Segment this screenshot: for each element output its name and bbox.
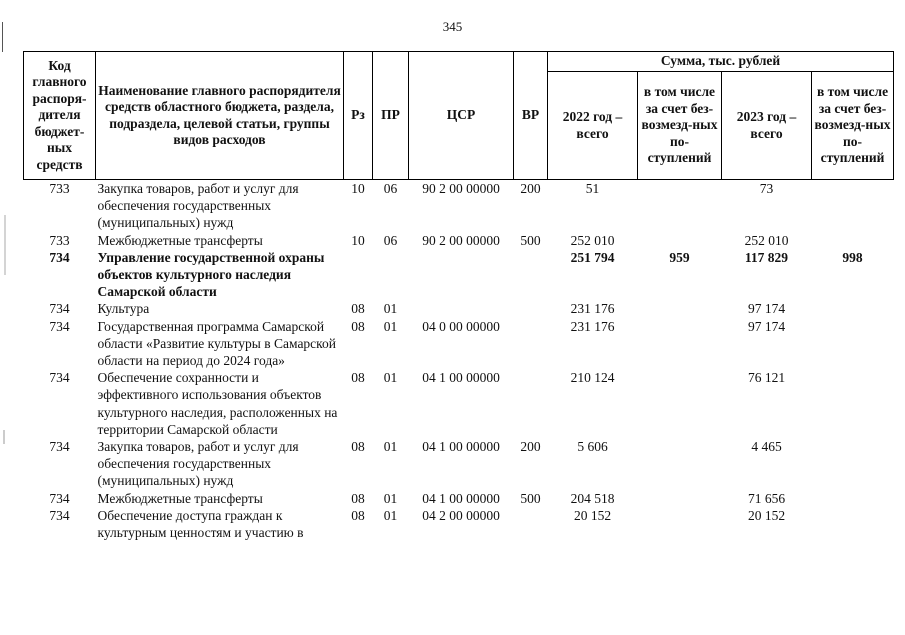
- cell-2022-total: 20 152: [573, 507, 612, 523]
- cell-2022-total: 231 176: [570, 301, 615, 317]
- cell-2022-total: 231 176: [570, 318, 615, 334]
- cell-2022-free: [638, 507, 722, 541]
- cell-2023-free: [812, 438, 894, 490]
- cell-2022-total: 5 606: [577, 439, 608, 455]
- table-row: [24, 490, 894, 507]
- cell-2023-free: [812, 369, 894, 438]
- page-edge-mark: [2, 22, 3, 52]
- cell-code: 734: [49, 507, 70, 523]
- cell-csr: 90 2 00 00000: [422, 181, 500, 196]
- cell-2022-free: [638, 438, 722, 490]
- header-vr: ВР: [514, 52, 548, 180]
- table-header: [24, 52, 894, 180]
- cell-2023-free: [812, 232, 894, 249]
- cell-csr: 04 0 00 00000: [422, 318, 500, 334]
- cell-vr: 200: [520, 181, 541, 196]
- table-row: [24, 180, 894, 232]
- cell-2022-total: 210 124: [570, 370, 615, 386]
- cell-2022-free: [638, 300, 722, 317]
- header-sum: Сумма, тыс. рублей: [548, 52, 894, 72]
- cell-vr: [514, 369, 548, 438]
- cell-code: 734: [49, 490, 70, 506]
- cell-2023-total: 71 656: [747, 490, 786, 506]
- cell-2023-total: 20 152: [747, 507, 786, 523]
- table-row: [24, 249, 894, 301]
- cell-pr: 01: [383, 301, 398, 317]
- cell-2023-free: 998: [842, 249, 863, 265]
- cell-csr: 90 2 00 00000: [422, 232, 500, 248]
- header-csr: ЦСР: [409, 52, 514, 180]
- cell-vr: [514, 507, 548, 541]
- cell-csr: 04 1 00 00000: [422, 490, 500, 506]
- header-2023-total: 2023 год – всего: [722, 72, 812, 180]
- header-name: Наименование главного распорядителя средств областного бюджета, раздела, подраздела, целевой статьи, группы видов расходов: [96, 52, 344, 180]
- cell-name: Межбюджетные трансферты: [97, 490, 263, 506]
- cell-name: Управление государственной охраны объектов культурного наследия Самарской области: [97, 249, 325, 300]
- cell-vr: 500: [520, 232, 541, 248]
- cell-name: Межбюджетные трансферты: [97, 232, 263, 248]
- cell-2023-free: [812, 318, 894, 370]
- cell-2023-total: 252 010: [744, 232, 789, 248]
- scan-artifact: [4, 215, 6, 275]
- cell-2022-free: [638, 490, 722, 507]
- cell-csr: [409, 300, 514, 317]
- cell-pr: 01: [383, 490, 398, 506]
- cell-name: Государственная программа Самарской области «Развитие культуры в Самарской области на период до 2024 года»: [97, 318, 337, 369]
- cell-2022-total: 51: [585, 181, 600, 196]
- cell-code: 734: [49, 318, 70, 334]
- cell-2023-free: [812, 507, 894, 541]
- cell-code: 734: [49, 301, 70, 317]
- table-row: [24, 318, 894, 370]
- cell-pr: 01: [383, 507, 398, 523]
- cell-vr: [514, 249, 548, 301]
- cell-name: Обеспечение доступа граждан к культурным ценностям и участию в: [97, 507, 304, 541]
- cell-2023-total: 97 174: [747, 301, 786, 317]
- table-body: [24, 180, 894, 542]
- cell-pr: [373, 249, 409, 301]
- table-row: [24, 300, 894, 317]
- table-row: [24, 369, 894, 438]
- cell-rz: 08: [351, 507, 365, 523]
- table-row: [24, 507, 894, 541]
- cell-pr: 01: [383, 370, 398, 386]
- cell-rz: 08: [351, 490, 365, 506]
- cell-code: 734: [49, 439, 70, 455]
- cell-rz: 08: [351, 370, 365, 386]
- cell-name: Обеспечение сохранности и эффективного использования объектов культурного наследия, расположенных на территории Самарской области: [97, 370, 338, 437]
- cell-2022-total: 252 010: [570, 232, 615, 248]
- cell-2023-total: 76 121: [747, 370, 786, 386]
- table-row: [24, 438, 894, 490]
- cell-csr: 04 1 00 00000: [422, 439, 500, 455]
- cell-rz: 10: [351, 181, 365, 196]
- header-code: Код главного распоря-дителя бюджет-ных средств: [24, 52, 96, 180]
- cell-rz: [344, 249, 373, 301]
- page-number: 345: [442, 19, 463, 34]
- table-row: [24, 232, 894, 249]
- cell-vr: 500: [520, 490, 541, 506]
- cell-pr: 01: [383, 439, 398, 455]
- cell-pr: 06: [383, 232, 398, 248]
- cell-2023-total: 117 829: [744, 249, 789, 265]
- cell-name: Культура: [97, 301, 150, 317]
- cell-pr: 06: [383, 181, 398, 196]
- scan-artifact: [3, 430, 5, 444]
- cell-2023-free: [812, 490, 894, 507]
- cell-vr: 200: [520, 439, 541, 455]
- cell-rz: 10: [351, 232, 365, 248]
- cell-2022-free: [638, 318, 722, 370]
- cell-2023-total: 97 174: [747, 318, 786, 334]
- header-pr: ПР: [373, 52, 409, 180]
- header-2022-total: 2022 год – всего: [548, 72, 638, 180]
- cell-2022-free: 959: [669, 249, 690, 265]
- cell-csr: 04 2 00 00000: [422, 507, 500, 523]
- cell-name: Закупка товаров, работ и услуг для обеспечения государственных (муниципальных) нужд: [97, 439, 299, 489]
- cell-2023-free: [812, 180, 894, 232]
- cell-rz: 08: [351, 439, 365, 455]
- cell-code: 733: [49, 232, 70, 248]
- cell-pr: 01: [383, 318, 398, 334]
- cell-2023-free: [812, 300, 894, 317]
- cell-code: 734: [49, 370, 70, 386]
- cell-2023-total: 4 465: [751, 439, 782, 455]
- cell-csr: [409, 249, 514, 301]
- cell-name: Закупка товаров, работ и услуг для обеспечения государственных (муниципальных) нужд: [97, 181, 299, 231]
- cell-vr: [514, 300, 548, 317]
- budget-table: [23, 51, 894, 541]
- cell-code: 734: [49, 249, 70, 265]
- cell-code: 733: [49, 181, 70, 196]
- header-rz: Рз: [344, 52, 373, 180]
- cell-csr: 04 1 00 00000: [422, 370, 500, 386]
- cell-2022-total: 251 794: [570, 249, 615, 265]
- header-2022-free: в том числе за счет без-возмезд-ных по-ступлений: [638, 72, 722, 180]
- cell-2022-free: [638, 232, 722, 249]
- cell-rz: 08: [351, 318, 365, 334]
- cell-vr: [514, 318, 548, 370]
- cell-2022-total: 204 518: [570, 490, 615, 506]
- cell-2022-free: [638, 369, 722, 438]
- cell-2023-total: 73: [759, 181, 774, 196]
- header-2023-free: в том числе за счет без-возмезд-ных по-ступлений: [812, 72, 894, 180]
- cell-rz: 08: [351, 301, 365, 317]
- cell-2022-free: [638, 180, 722, 232]
